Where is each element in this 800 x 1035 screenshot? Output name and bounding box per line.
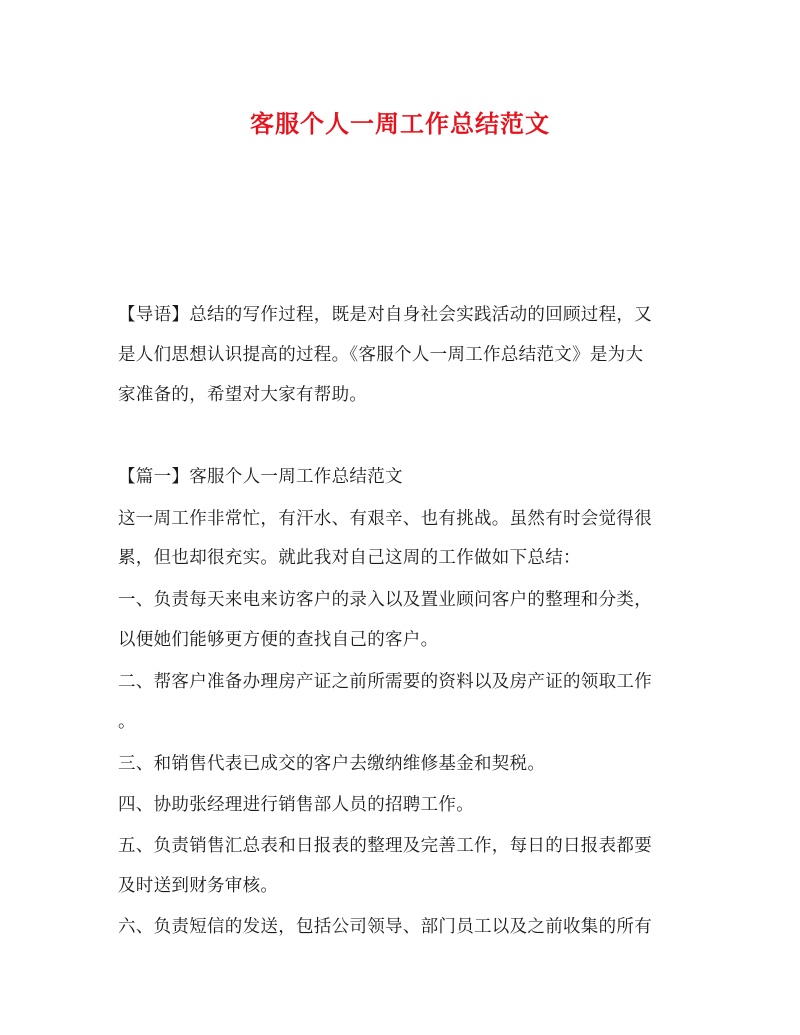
body-line-8: 四、协助张经理进行销售部人员的招聘工作。 <box>118 795 474 815</box>
body-line-1: 这一周工作非常忙，有汗水、有艰辛、也有挑战。虽然有时会觉得很 <box>118 509 652 529</box>
body-line-4: 以便她们能够更方便的查找自己的客户。 <box>118 630 439 650</box>
section-heading: 【篇一】客服个人一周工作总结范文 <box>118 467 403 487</box>
body-line-2: 累，但也却很充实。就此我对自己这周的工作做如下总结： <box>118 548 581 568</box>
body-line-10: 及时送到财务审核。 <box>118 876 279 896</box>
intro-line-1: 【导语】总结的写作过程，既是对自身社会实践活动的回顾过程，又 <box>118 305 652 325</box>
body-line-6: 。 <box>118 712 136 732</box>
body-line-3: 一、负责每天来电来访客户的录入以及置业顾问客户的整理和分类， <box>118 590 652 610</box>
document-title: 客服个人一周工作总结范文 <box>250 109 550 138</box>
intro-line-3: 家准备的，希望对大家有帮助。 <box>118 385 368 405</box>
body-line-7: 三、和销售代表已成交的客户去缴纳维修基金和契税。 <box>118 754 546 774</box>
intro-line-2: 是人们思想认识提高的过程。《客服个人一周工作总结范文》是为大 <box>118 345 644 365</box>
body-line-11: 六、负责短信的发送，包括公司领导、部门员工以及之前收集的所有 <box>118 917 652 937</box>
body-line-5: 二、帮客户准备办理房产证之前所需要的资料以及房产证的领取工作 <box>118 672 652 692</box>
body-line-9: 五、负责销售汇总表和日报表的整理及完善工作，每日的日报表都要 <box>118 836 652 856</box>
